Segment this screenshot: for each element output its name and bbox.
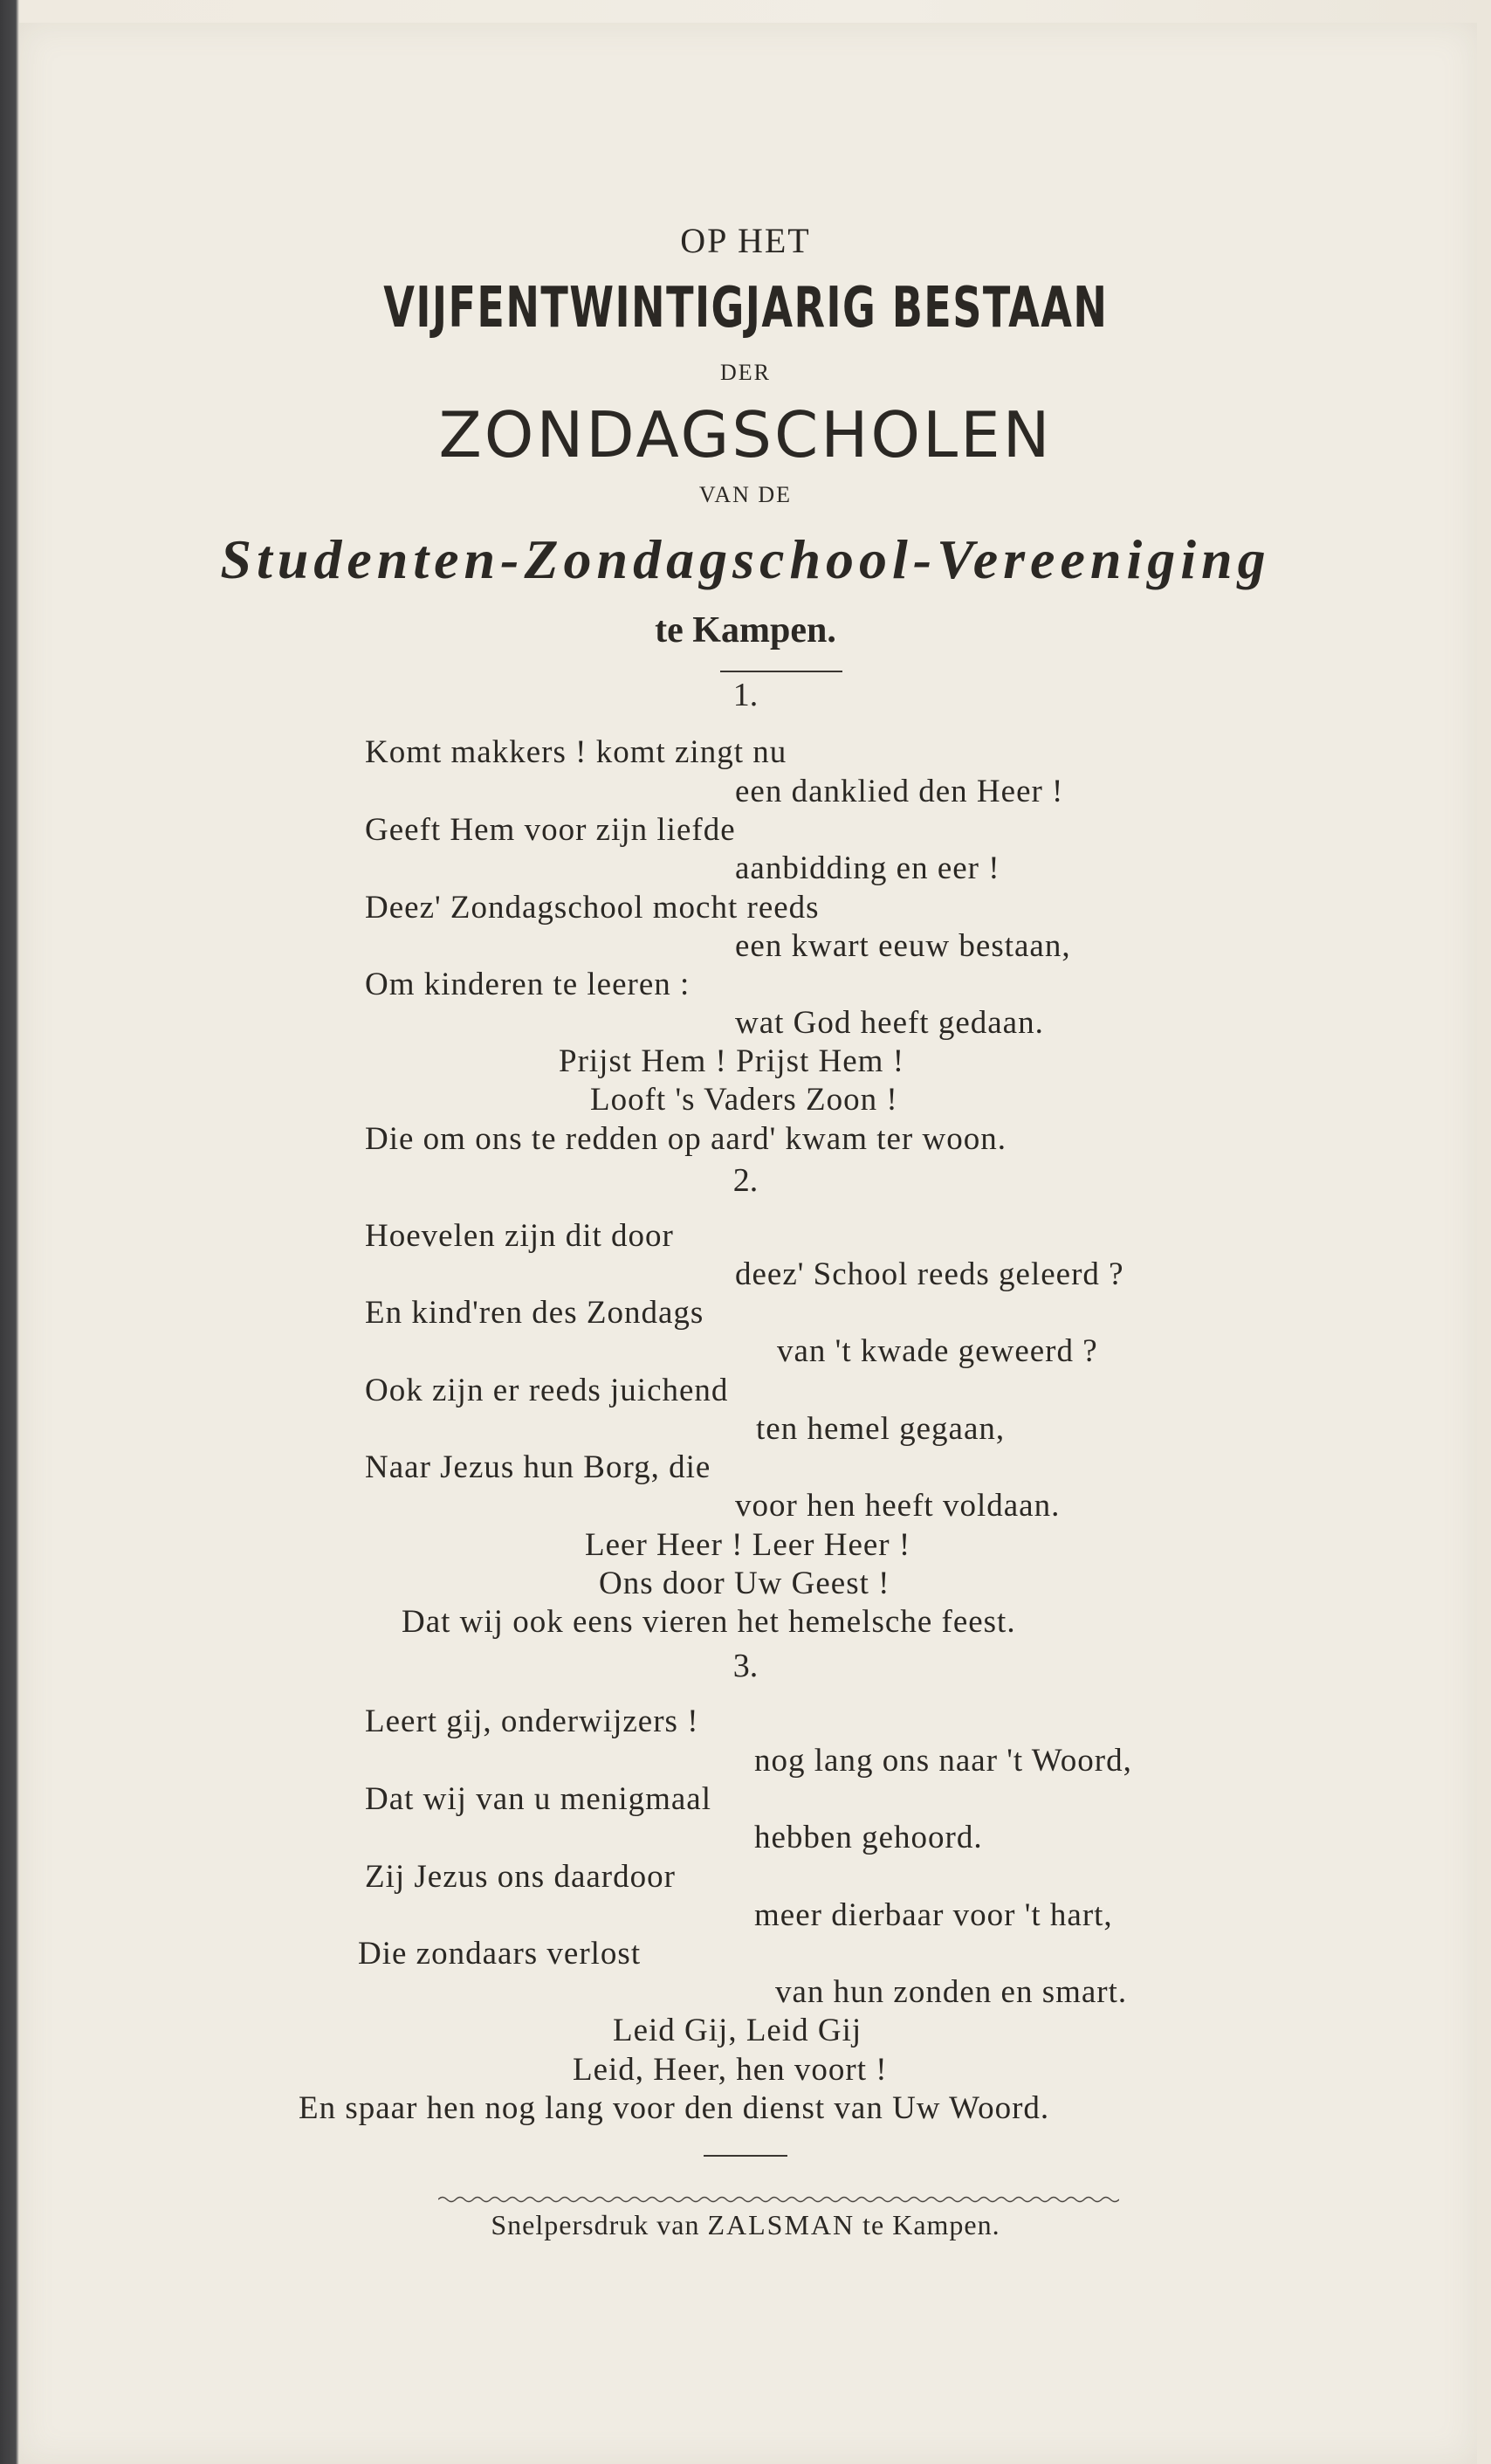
refrain-line: Leid Gij, Leid Gij [613,2013,862,2048]
closing-divider [704,2155,787,2157]
heading-op-het: OP HET [680,221,811,260]
refrain-line: Looft 's Vaders Zoon ! [590,1082,898,1118]
verse-line: Naar Jezus hun Borg, die [365,1449,711,1485]
verse-line: ten hemel gegaan, [756,1411,1006,1447]
imprint-name: ZALSMAN [707,2209,855,2240]
verse-line: een kwart eeuw bestaan, [735,928,1071,964]
refrain-line: Die om ons te redden op aard' kwam ter woon. [365,1121,1007,1157]
verse-line: hebben gehoord. [754,1820,983,1855]
refrain-line: Ons door Uw Geest ! [599,1566,890,1601]
verse-line: Leert gij, onderwijzers ! [365,1703,699,1739]
verse-line: van hun zonden en smart. [775,1974,1128,2010]
verse-line: Die zondaars verlost [358,1936,642,1972]
imprint-suffix: te Kampen. [855,2209,1000,2240]
stanza-number: 1. [732,677,759,713]
verse-line: Zij Jezus ons daardoor [365,1859,676,1895]
refrain-line: Leer Heer ! Leer Heer ! [585,1527,911,1563]
heading-zondagscholen: ZONDAGSCHOLEN [438,398,1053,471]
verse-line: deez' School reeds geleerd ? [735,1256,1124,1292]
heading-location: te Kampen. [655,610,836,650]
printer-imprint [0,2209,1491,2241]
verse-line: van 't kwade geweerd ? [777,1333,1098,1369]
stanza-number: 3. [732,1648,759,1684]
heading-anniversary: VIJFENTWINTIGJARIG BESTAAN [383,276,1109,341]
verse-line: nog lang ons naar 't Woord, [754,1743,1132,1779]
verse-line: Ook zijn er reeds juichend [365,1373,729,1408]
verse-line: Hoevelen zijn dit door [365,1218,674,1254]
verse-line: Deez' Zondagschool mocht reeds [365,890,820,926]
verse-line: Geeft Hem voor zijn liefde [365,812,736,848]
refrain-line: Leid, Heer, hen voort ! [573,2052,888,2088]
imprint-prefix: Snelpersdruk van [491,2209,708,2240]
wavy-rule [438,2195,1119,2204]
refrain-line: En spaar hen nog lang voor den dienst van Uw Woord. [299,2090,1050,2126]
refrain-line: Dat wij ook eens vieren het hemelsche feest. [402,1604,1016,1640]
title-divider [720,671,842,672]
verse-line: wat God heeft gedaan. [735,1005,1044,1041]
verse-line: een danklied den Heer ! [735,774,1064,809]
verse-line: Dat wij van u menigmaal [365,1781,712,1817]
heading-association: Studenten-Zondagschool-Vereeniging [220,528,1271,590]
verse-line: Om kinderen te leeren : [365,967,691,1002]
heading-der: DER [720,360,771,385]
heading-van-de: VAN DE [698,482,793,507]
verse-line: En kind'ren des Zondags [365,1295,704,1331]
stanza-number: 2. [732,1162,759,1199]
verse-line: aanbidding en eer ! [735,850,1000,886]
refrain-line: Prijst Hem ! Prijst Hem ! [559,1043,905,1079]
verse-line: voor hen heeft voldaan. [735,1488,1061,1524]
verse-line: meer dierbaar voor 't hart, [754,1897,1113,1933]
verse-line: Komt makkers ! komt zingt nu [365,734,787,770]
